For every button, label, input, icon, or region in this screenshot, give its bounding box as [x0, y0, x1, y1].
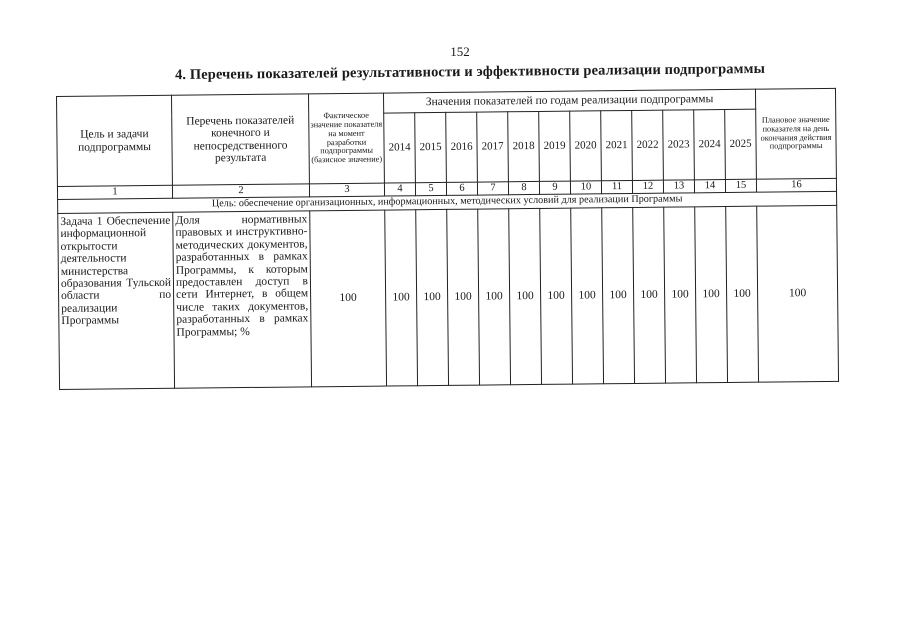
column-number: 16 [756, 178, 836, 192]
column-number: 6 [446, 182, 477, 195]
year-value: 100 [633, 207, 666, 383]
column-number: 13 [663, 180, 694, 193]
year-value: 100 [540, 208, 573, 384]
column-number: 8 [508, 181, 539, 194]
year-value: 100 [509, 208, 542, 384]
indicators-table-container [56, 88, 839, 390]
header-planned: Плановое значение показателя на день окончания действия подпрограммы [755, 88, 836, 179]
column-number: 7 [477, 182, 508, 195]
column-number: 15 [725, 179, 756, 192]
column-number: 1 [57, 185, 172, 199]
header-year: 2020 [570, 111, 602, 181]
header-year: 2025 [725, 109, 757, 179]
header-year: 2014 [384, 113, 416, 183]
year-value: 100 [447, 209, 480, 385]
column-number: 4 [384, 183, 415, 196]
header-year: 2022 [632, 110, 664, 180]
year-value: 100 [385, 210, 418, 386]
header-year: 2017 [477, 112, 509, 182]
header-year: 2016 [446, 112, 478, 182]
section-title: 4. Перечень показателей результативности и эффективности реализации подпрограммы [174, 60, 766, 84]
goal-row: Цель: обеспечение организационных, информационных, методических условий для реализации Программы [58, 191, 837, 213]
table-row [58, 205, 839, 389]
year-value: 100 [664, 207, 697, 383]
header-goal: Цель и задачи подпрограммы [57, 95, 173, 186]
year-value: 100 [571, 208, 604, 384]
year-value: 100 [416, 209, 449, 385]
column-number: 3 [309, 183, 384, 197]
column-number: 11 [601, 180, 632, 193]
column-number: 12 [632, 180, 663, 193]
header-year: 2015 [415, 112, 447, 182]
header-year: 2018 [508, 111, 540, 181]
header-baseline: Фактическое значение показателя на момент разработки подпрограммы (базисное значение) [308, 93, 384, 184]
year-value: 100 [695, 206, 728, 382]
column-number: 2 [172, 184, 309, 198]
column-number: 10 [570, 181, 601, 194]
task-cell: Задача 1 Обеспечение информационной открытости деятельности министерства образования Тульской области по реализации Программы [58, 212, 175, 389]
year-value: 100 [602, 207, 635, 383]
year-value: 100 [726, 206, 759, 382]
page-number: 152 [450, 44, 470, 59]
column-number: 5 [415, 182, 446, 195]
year-value: 100 [478, 209, 511, 385]
header-year: 2023 [663, 110, 695, 180]
indicator-cell: Доля нормативных правовых и инструктивно-методических документов, разработанных в рамках Программы, к которым предоставлен доступ в сети Интернет, в общем числе таких документов, разработанных в рамках Программы; % [173, 211, 312, 388]
header-year: 2019 [539, 111, 571, 181]
header-year: 2024 [694, 109, 726, 179]
header-years-group: Значения показателей по годам реализации подпрограммы [383, 89, 755, 113]
header-indicators: Перечень показателей конечного и непосредственного результата [171, 94, 309, 185]
planned-value: 100 [757, 205, 839, 382]
header-year: 2021 [601, 110, 633, 180]
baseline-value: 100 [310, 210, 387, 387]
column-number: 14 [694, 179, 725, 192]
column-number: 9 [539, 181, 570, 194]
indicators-table [56, 88, 839, 390]
